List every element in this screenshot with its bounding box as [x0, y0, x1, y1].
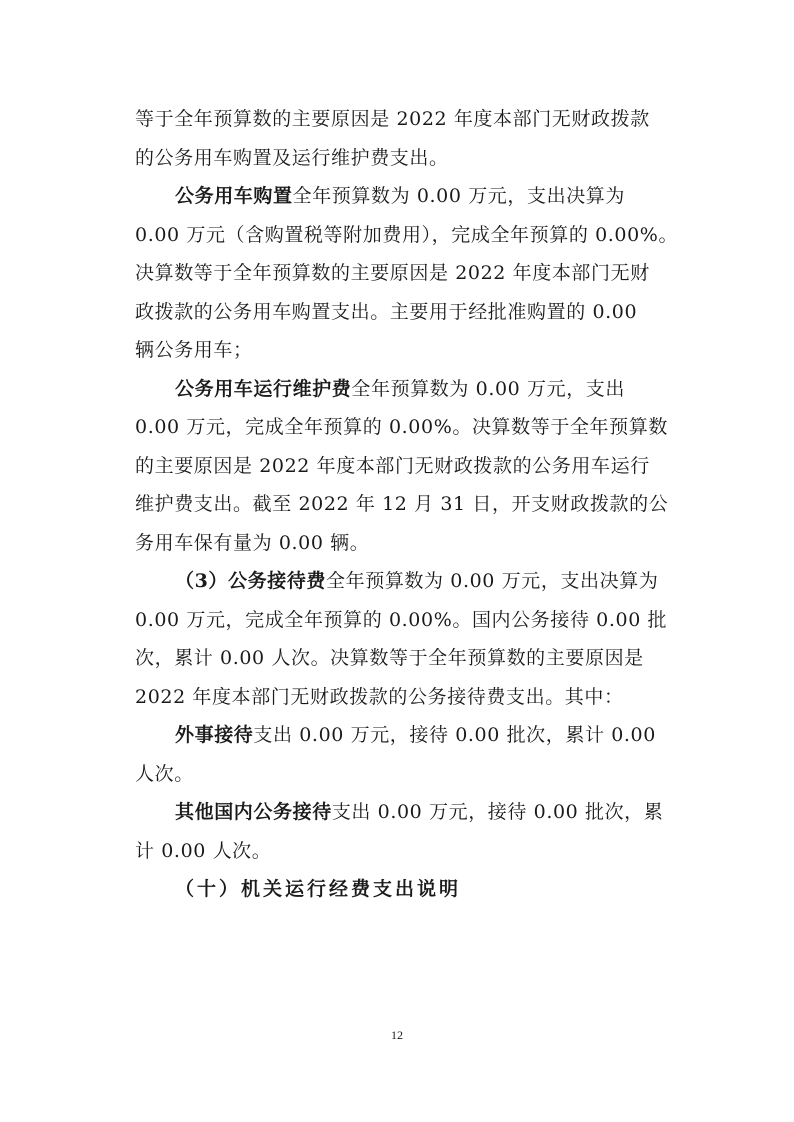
text-line: 务用车保有量为 0.00 辆。 [135, 531, 370, 554]
paragraph-text: 全年预算数为 0.00 万元，支出决算为 [326, 570, 659, 592]
paragraph-text: 全年预算数为 0.00 万元，支出决算为 [292, 185, 625, 207]
paragraph-lead: 公务用车购置 [175, 185, 293, 207]
text-line: 辆公务用车； [135, 339, 253, 361]
paragraph-text: 全年预算数为 0.00 万元，支出 [351, 377, 625, 400]
text-line: 等于全年预算数的主要原因是 2022 年度本部门无财政拨款 [135, 108, 650, 130]
text-line: 的公务用车购置及运行维护费支出。 [135, 146, 449, 169]
paragraph-vehicle-maintenance [135, 370, 690, 409]
paragraph-reception-expenses [135, 562, 690, 601]
text-line: 人次。 [135, 762, 194, 785]
paragraph-lead: （3）公务接待费 [175, 570, 327, 592]
text-line: 次，累计 0.00 人次。决算数等于全年预算数的主要原因是 [135, 647, 644, 669]
document-body [135, 100, 690, 909]
text-line: 0.00 万元，完成全年预算的 0.00%。国内公务接待 0.00 批 [135, 608, 668, 631]
paragraph-domestic-reception [135, 793, 690, 832]
paragraph-lead: 其他国内公务接待 [175, 801, 332, 823]
text-line: 2022 年度本部门无财政拨款的公务接待费支出。其中： [135, 685, 624, 708]
paragraph-vehicle-purchase [135, 177, 690, 216]
text-line: 0.00 万元（含购置税等附加费用），完成全年预算的 0.00%。 [135, 223, 679, 246]
text-line: 计 0.00 人次。 [135, 839, 272, 862]
text-line: 决算数等于全年预算数的主要原因是 2022 年度本部门无财 [135, 262, 650, 284]
text-line: 的主要原因是 2022 年度本部门无财政拨款的公务用车运行 [135, 454, 650, 477]
page-number: 12 [391, 1028, 403, 1042]
text-line: 维护费支出。截至 2022 年 12 月 31 日，开支财政拨款的公 [135, 493, 669, 515]
paragraph-lead: 公务用车运行维护费 [175, 377, 352, 400]
text-line: 0.00 万元，完成全年预算的 0.00%。决算数等于全年预算数 [135, 416, 668, 438]
paragraph-foreign-reception [135, 716, 690, 755]
paragraph-text: 支出 0.00 万元，接待 0.00 批次，累计 0.00 [253, 724, 656, 746]
text-line: 政拨款的公务用车购置支出。主要用于经批准购置的 0.00 [135, 300, 638, 323]
paragraph-text: 支出 0.00 万元，接待 0.00 批次，累 [331, 801, 664, 823]
paragraph-lead: 外事接待 [175, 724, 254, 746]
section-heading: （十）机关运行经费支出说明 [175, 878, 462, 900]
